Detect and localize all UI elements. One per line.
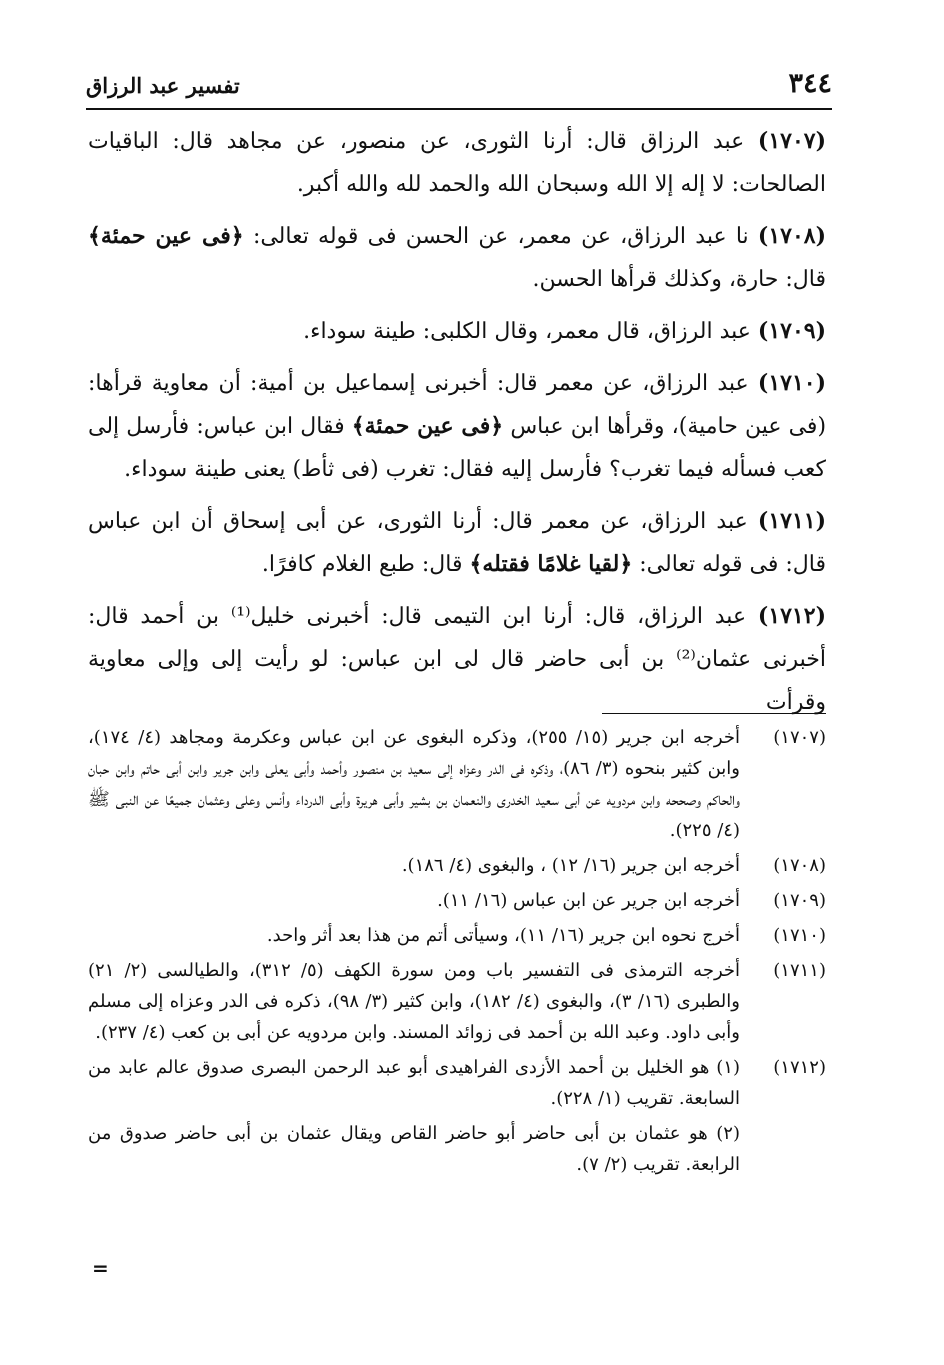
footnote-ref: (١٧٠٩) (773, 890, 826, 911)
entry-text: عبد الرزاق، عن معمر قال: أرنا الثورى، عن أبى إسحاق أن ابن عباس قال: فى قوله تعالى: (88, 509, 826, 577)
footnote-ref: (١٧٠٨) (773, 855, 826, 876)
footnote-text: أخرجه ابن جرير (١٦/ ١٢) ، والبغوى (٤/ ١٨٦). (401, 855, 740, 876)
quran-quote: ﴿لقيا غلامًا فقتله﴾ (469, 551, 633, 577)
entry-1712 (88, 595, 826, 724)
footnote-ref: (١٧٠٧) (773, 727, 826, 748)
entry-1708 (88, 215, 826, 301)
entry-1710 (88, 362, 826, 491)
main-text (88, 120, 826, 733)
entry-text: عبد الرزاق، عن معمر قال: أخبرنى إسماعيل بن أمية: أن معاوية قرأها: (فى عين حامية)، وقرأها ابن عباس (88, 371, 827, 439)
entry-text-cont: قال: حارة، وكذلك قرأها الحسن. (532, 267, 826, 292)
entry-1707 (88, 120, 826, 206)
footnote-ref: (١٧١١) (773, 960, 826, 981)
entry-number: (١٧٠٧) (757, 128, 826, 154)
footnote-1707 (88, 722, 826, 846)
entry-text-cont: قال: طبع الغلام كافرًا. (261, 552, 463, 577)
entry-number: (١٧٠٨) (757, 223, 826, 249)
footnote-text: أخرجه الترمذى فى التفسير باب ومن سورة الكهف (٥/ ٣١٢)، والطيالسى (٢/ ٢١) والطبرى (١٦/ ٣)، والبغوى (٤/ ١٨٢)، وابن كثير (٣/ ٩٨)، ذكره فى الدر وعزاه إلى مسلم وأبى داود. وعبد الله بن أحمد فى زوائد المسند. وابن مردويه عن أبى بن كعب (٤/ ٢٣٧). (88, 960, 740, 1043)
footnote-text: (١) هو الخليل بن أحمد الأزدى الفراهيدى أبو عبد الرحمن البصرى صدوق عالم عابد من السابعة. تقريب (١/ ٢٢٨). (88, 1057, 740, 1109)
entry-number: (١٧١٢) (757, 603, 826, 629)
footnotes (88, 722, 826, 1184)
footnote-ref: (١٧١٠) (773, 925, 826, 946)
footnote-1709 (88, 885, 826, 916)
page-number: ٣٤٤ (788, 68, 832, 99)
entry-text: نا عبد الرزاق، عن معمر، عن الحسن فى قوله تعالى: (252, 224, 749, 249)
footnote-ref: (١٧١٢) (773, 1057, 826, 1078)
footnote-1710 (88, 920, 826, 951)
header-rule (86, 108, 832, 110)
footnote-text: أخرجه ابن جرير (١٥/ ٢٥٥)، وذكره البغوى عن ابن عباس وعكرمة ومجاهد (٤/ ١٧٤)، وابن كثير بنحوه (٣/ ٨٦)، وذكره فى الدر وعزاه إلى سعيد بن منصور وأحمد وأبى يعلى وابن جرير وابن أبى حاتم وابن حبان والحاكم وصححه وابن مردويه عن أبى سعيد الخدرى والنعمان بن بشير وأبى هريرة وأبى الدرداء وأنس وعلى وعثمان جميعًا عن النبى ﷺ (٤/ ٢٢٥). (88, 727, 741, 841)
footnote-text: أخرجه ابن جرير عن ابن عباس (١٦/ ١١). (437, 890, 740, 911)
continuation-mark: = (92, 1256, 109, 1280)
entry-number: (١٧١٠) (757, 370, 826, 396)
footnote-rule (602, 713, 826, 714)
entry-1711 (88, 500, 826, 586)
entry-number: (١٧٠٩) (757, 318, 826, 344)
footnote-1712-1 (88, 1052, 826, 1114)
footnote-1708 (88, 850, 826, 881)
footnote-ref (740, 1118, 826, 1180)
entry-text: عبد الرزاق قال: أرنا الثورى، عن منصور، عن مجاهد قال: الباقيات الصالحات: لا إله إلا الله وسبحان الله والحمد لله والله أكبر. (88, 129, 826, 197)
footnote-text: أخرج نحوه ابن جرير (١٦/ ١١)، وسيأتى أتم من هذا بعد أثر واحد. (266, 925, 740, 946)
footnote-1711 (88, 955, 826, 1048)
entry-text: عبد الرزاق، قال: أرنا ابن التيمى قال: أخبرنى خليل⁽¹⁾ بن أحمد قال: أخبرنى عثمان⁽²⁾ بن أبى حاضر قال لى ابن عباس: لو رأيت إلى وإلى معاوية وقرأت (88, 604, 826, 715)
quran-quote: ﴿فى عين حمئة﴾ (351, 413, 504, 439)
entry-number: (١٧١١) (757, 508, 826, 534)
page-header (86, 68, 832, 104)
running-title: تفسير عبد الرزاق (86, 73, 240, 98)
quran-quote: ﴿فى عين حمئة﴾ (88, 223, 244, 249)
footnote-1712-2 (88, 1118, 826, 1180)
entry-text: عبد الرزاق، قال معمر، وقال الكلبى: طينة سوداء. (303, 319, 751, 344)
entry-1709 (88, 310, 826, 353)
entry-text-cont: فقال ابن عباس: فأرسل إلى كعب فسأله فيما تغرب؟ فأرسل إليه فقال: تغرب (فى ثأط) يعنى طينة سوداء. (88, 414, 826, 482)
footnote-text: (٢) هو عثمان بن أبى حاضر أبو حاضر القاص ويقال عثمان بن أبى حاضر صدوق من الرابعة. تقريب (٢/ ٧). (88, 1123, 740, 1175)
